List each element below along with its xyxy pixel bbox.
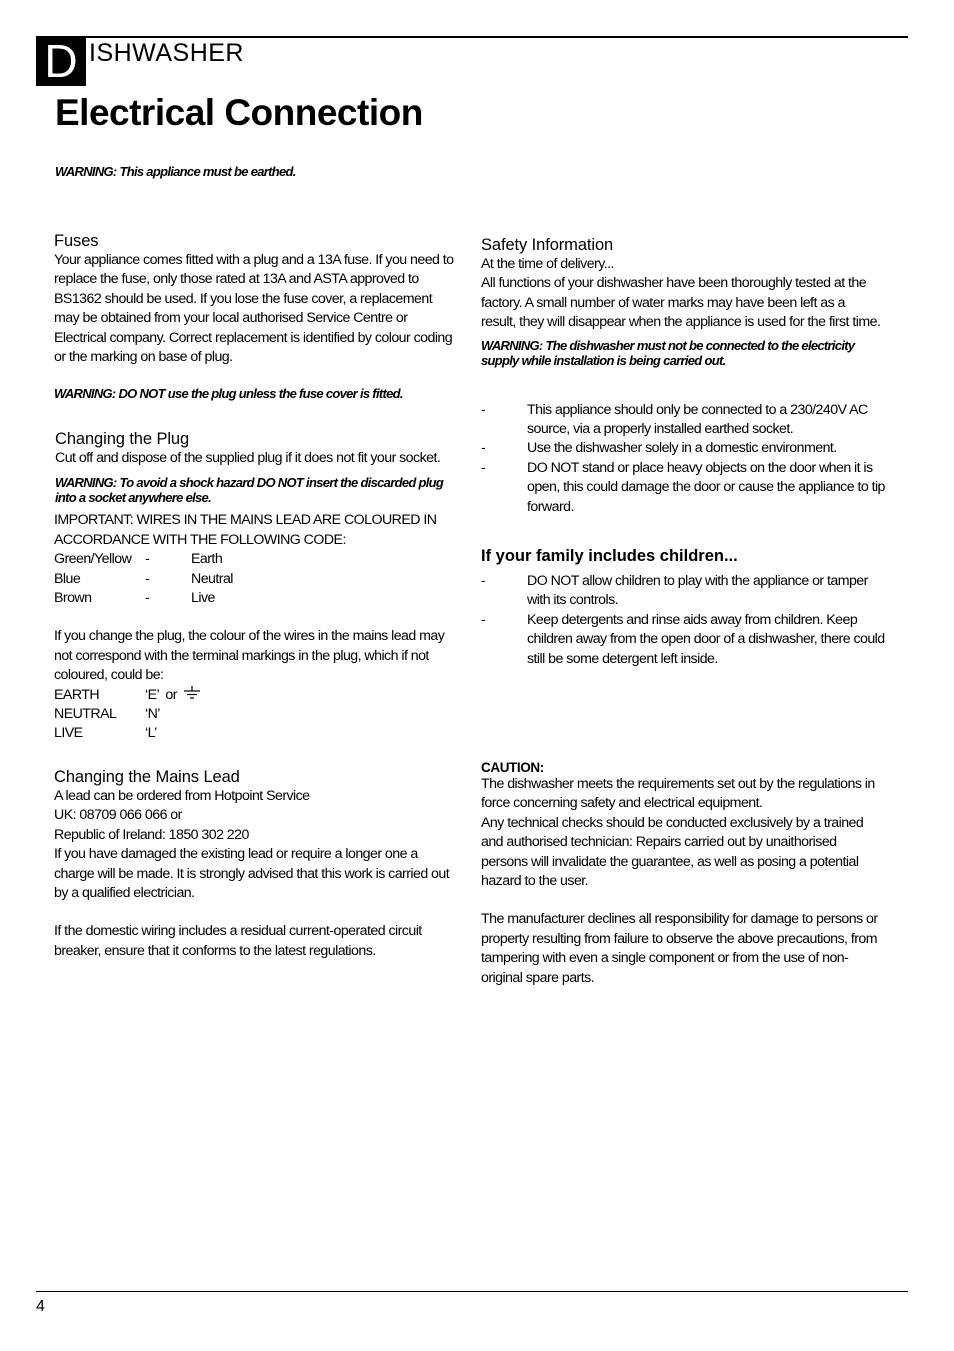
safety-bullets	[481, 401, 896, 517]
plug-heading: Changing the Plug	[55, 430, 190, 448]
plug-change-text	[54, 627, 466, 685]
text-line: with its controls.	[527, 592, 619, 609]
section-name: ISHWASHER	[89, 39, 244, 67]
bullet-dash: -	[481, 459, 486, 476]
terminal-row	[54, 724, 466, 743]
terminal-row	[54, 705, 466, 724]
earth-symbol-icon	[183, 686, 201, 700]
fuses-section	[54, 231, 466, 401]
text-line: BS1362 should be used. If you lose the fuse cover, a replacement	[54, 290, 433, 307]
list-item	[481, 611, 896, 669]
earthed-warning: WARNING: This appliance must be earthed.	[55, 164, 296, 179]
text-line: A lead can be ordered from Hotpoint Service	[54, 788, 310, 804]
bullet-dash: -	[481, 401, 486, 418]
text-line: ACCORDANCE WITH THE FOLLOWING CODE:	[54, 531, 346, 548]
text-line: or the marking on base of plug.	[54, 349, 233, 366]
text-line: still be some detergent left inside.	[527, 650, 718, 667]
text-line: breaker, ensure that it conforms to the latest regulations.	[54, 942, 376, 959]
wire-colour: Brown	[54, 590, 92, 607]
section-initial: D	[36, 37, 86, 86]
text-line: may be obtained from your local authorised Service Centre or	[54, 310, 408, 327]
text-line: Any technical checks should be conducted exclusively by a trained	[481, 814, 864, 831]
page-title: Electrical Connection	[55, 92, 423, 133]
terminal-name: EARTH	[54, 686, 100, 703]
text-line: Keep detergents and rinse aids away from children. Keep	[527, 611, 858, 628]
important-notice	[54, 511, 466, 550]
text-line: charge will be made. It is strongly advised that this work is carried out	[54, 865, 450, 882]
safety-heading: Safety Information	[481, 236, 614, 254]
text-line: forward.	[527, 498, 574, 515]
text-line: tampering with even a single component or from the use of non-	[481, 950, 849, 967]
wire-name: Live	[191, 590, 215, 607]
text-line: coloured, could be:	[54, 667, 164, 684]
text-line: DO NOT allow children to play with the appliance or tamper	[527, 573, 868, 589]
text-line: by a qualified electrician.	[54, 885, 195, 902]
terminal-name: LIVE	[54, 725, 83, 742]
fuses-heading: Fuses	[54, 232, 99, 250]
list-item	[481, 459, 896, 517]
text-line: The dishwasher meets the requirements set out by the regulations in	[481, 776, 875, 792]
wire-row	[54, 589, 466, 608]
safety-section	[481, 235, 896, 517]
text-line: replace the fuse, only those rated at 13A and ASTA approved to	[54, 271, 419, 288]
text-line: This appliance should only be connected to a 230/240V AC	[527, 401, 868, 418]
text-line: DO NOT stand or place heavy objects on the door when it is	[527, 459, 873, 476]
mains-lead-body	[54, 787, 466, 903]
wire-dash: -	[145, 590, 150, 607]
terminal-name: NEUTRAL	[54, 706, 117, 723]
text-line: force concerning safety and electrical equipment.	[481, 795, 763, 812]
wire-colour: Green/Yellow	[54, 551, 132, 568]
wire-name: Neutral	[191, 570, 233, 587]
text-line: hazard to the user.	[481, 873, 589, 890]
text-line: Electrical company. Correct replacement is identified by colour coding	[54, 329, 453, 346]
text-line: Your appliance comes fitted with a plug and a 13A fuse. If you need to	[54, 252, 454, 268]
wire-colour: Blue	[54, 570, 81, 587]
terminal-mark: ‘L’	[145, 725, 157, 742]
text-line: If the domestic wiring includes a residual current-operated circuit	[54, 923, 422, 940]
terminal-row	[54, 686, 466, 705]
fuse-cover-warning: WARNING: DO NOT use the plug unless the fuse cover is fitted.	[54, 386, 403, 402]
text-line: UK: 08709 066 066 or	[54, 807, 182, 824]
warning-line: into a socket anywhere else.	[55, 490, 211, 506]
list-item	[481, 572, 896, 611]
safety-body	[481, 255, 896, 333]
terminal-markings	[54, 686, 466, 744]
text-line: and authorised technician: Repairs carried out by unaithorised	[481, 834, 837, 851]
footer-rule	[36, 1291, 908, 1292]
plug-text: Cut off and dispose of the supplied plug if it does not fit your socket.	[55, 450, 441, 466]
warning-line: WARNING: The dishwasher must not be connected to the electricity	[481, 337, 855, 353]
warning-line: WARNING: To avoid a shock hazard DO NOT insert the discarded plug	[55, 475, 444, 491]
text-line: property resulting from failure to observe the above precautions, from	[481, 930, 878, 947]
text-line: original spare parts.	[481, 969, 595, 986]
wire-row	[54, 550, 466, 569]
text-line: At the time of delivery...	[481, 256, 614, 272]
changing-plug-section	[54, 429, 466, 744]
text-line: Republic of Ireland: 1850 302 220	[54, 826, 249, 843]
text-line: persons will invalidate the guarantee, as well as posing a potential	[481, 853, 859, 870]
text-line: factory. A small number of water marks may have been left as a	[481, 294, 845, 311]
children-bullets	[481, 572, 896, 669]
terminal-mark: ‘E’ or	[145, 686, 177, 703]
disclaimer	[481, 910, 896, 988]
text-line: The manufacturer declines all responsibility for damage to persons or	[481, 911, 878, 928]
bullet-dash: -	[481, 611, 486, 628]
bullet-dash: -	[481, 573, 486, 589]
text-line: IMPORTANT: WIRES IN THE MAINS LEAD ARE COLOURED IN	[54, 512, 437, 529]
wire-dash: -	[145, 570, 150, 587]
text-line: source, via a properly installed earthed socket.	[527, 421, 794, 438]
text-line: open, this could damage the door or cause the appliance to tip	[527, 479, 885, 496]
rcd-note	[54, 922, 466, 961]
bullet-dash: -	[481, 440, 486, 457]
text-line: If you have damaged the existing lead or require a longer one a	[54, 846, 418, 863]
terminal-mark: ‘N’	[145, 706, 160, 723]
fuses-body	[54, 251, 466, 367]
children-section	[481, 546, 896, 669]
text-line: not correspond with the terminal markings in the plug, which if not	[54, 647, 429, 664]
caution-heading: CAUTION:	[481, 760, 544, 775]
wire-name: Earth	[191, 551, 223, 568]
text-line: Use the dishwasher solely in a domestic environment.	[527, 440, 837, 457]
warning-line: supply while installation is being carried out.	[481, 352, 726, 368]
wire-row	[54, 570, 466, 589]
list-item	[481, 439, 896, 458]
mains-lead-section	[54, 767, 466, 961]
wire-colour-table	[54, 550, 466, 608]
text-line: All functions of your dishwasher have been thoroughly tested at the	[481, 275, 867, 292]
list-item	[481, 401, 896, 440]
text-line: children away from the open door of a dishwasher, there could	[527, 631, 885, 648]
wire-dash: -	[145, 551, 150, 568]
caution-section	[481, 760, 896, 988]
installation-warning	[481, 338, 896, 368]
text-line: If you change the plug, the colour of the wires in the mains lead may	[54, 628, 445, 645]
mains-lead-heading: Changing the Mains Lead	[54, 768, 240, 786]
page-number: 4	[36, 1298, 45, 1315]
caution-body	[481, 775, 896, 891]
text-line: result, they will disappear when the appliance is used for the first time.	[481, 314, 881, 331]
shock-warning	[55, 475, 466, 505]
children-heading: If your family includes children...	[481, 547, 738, 565]
